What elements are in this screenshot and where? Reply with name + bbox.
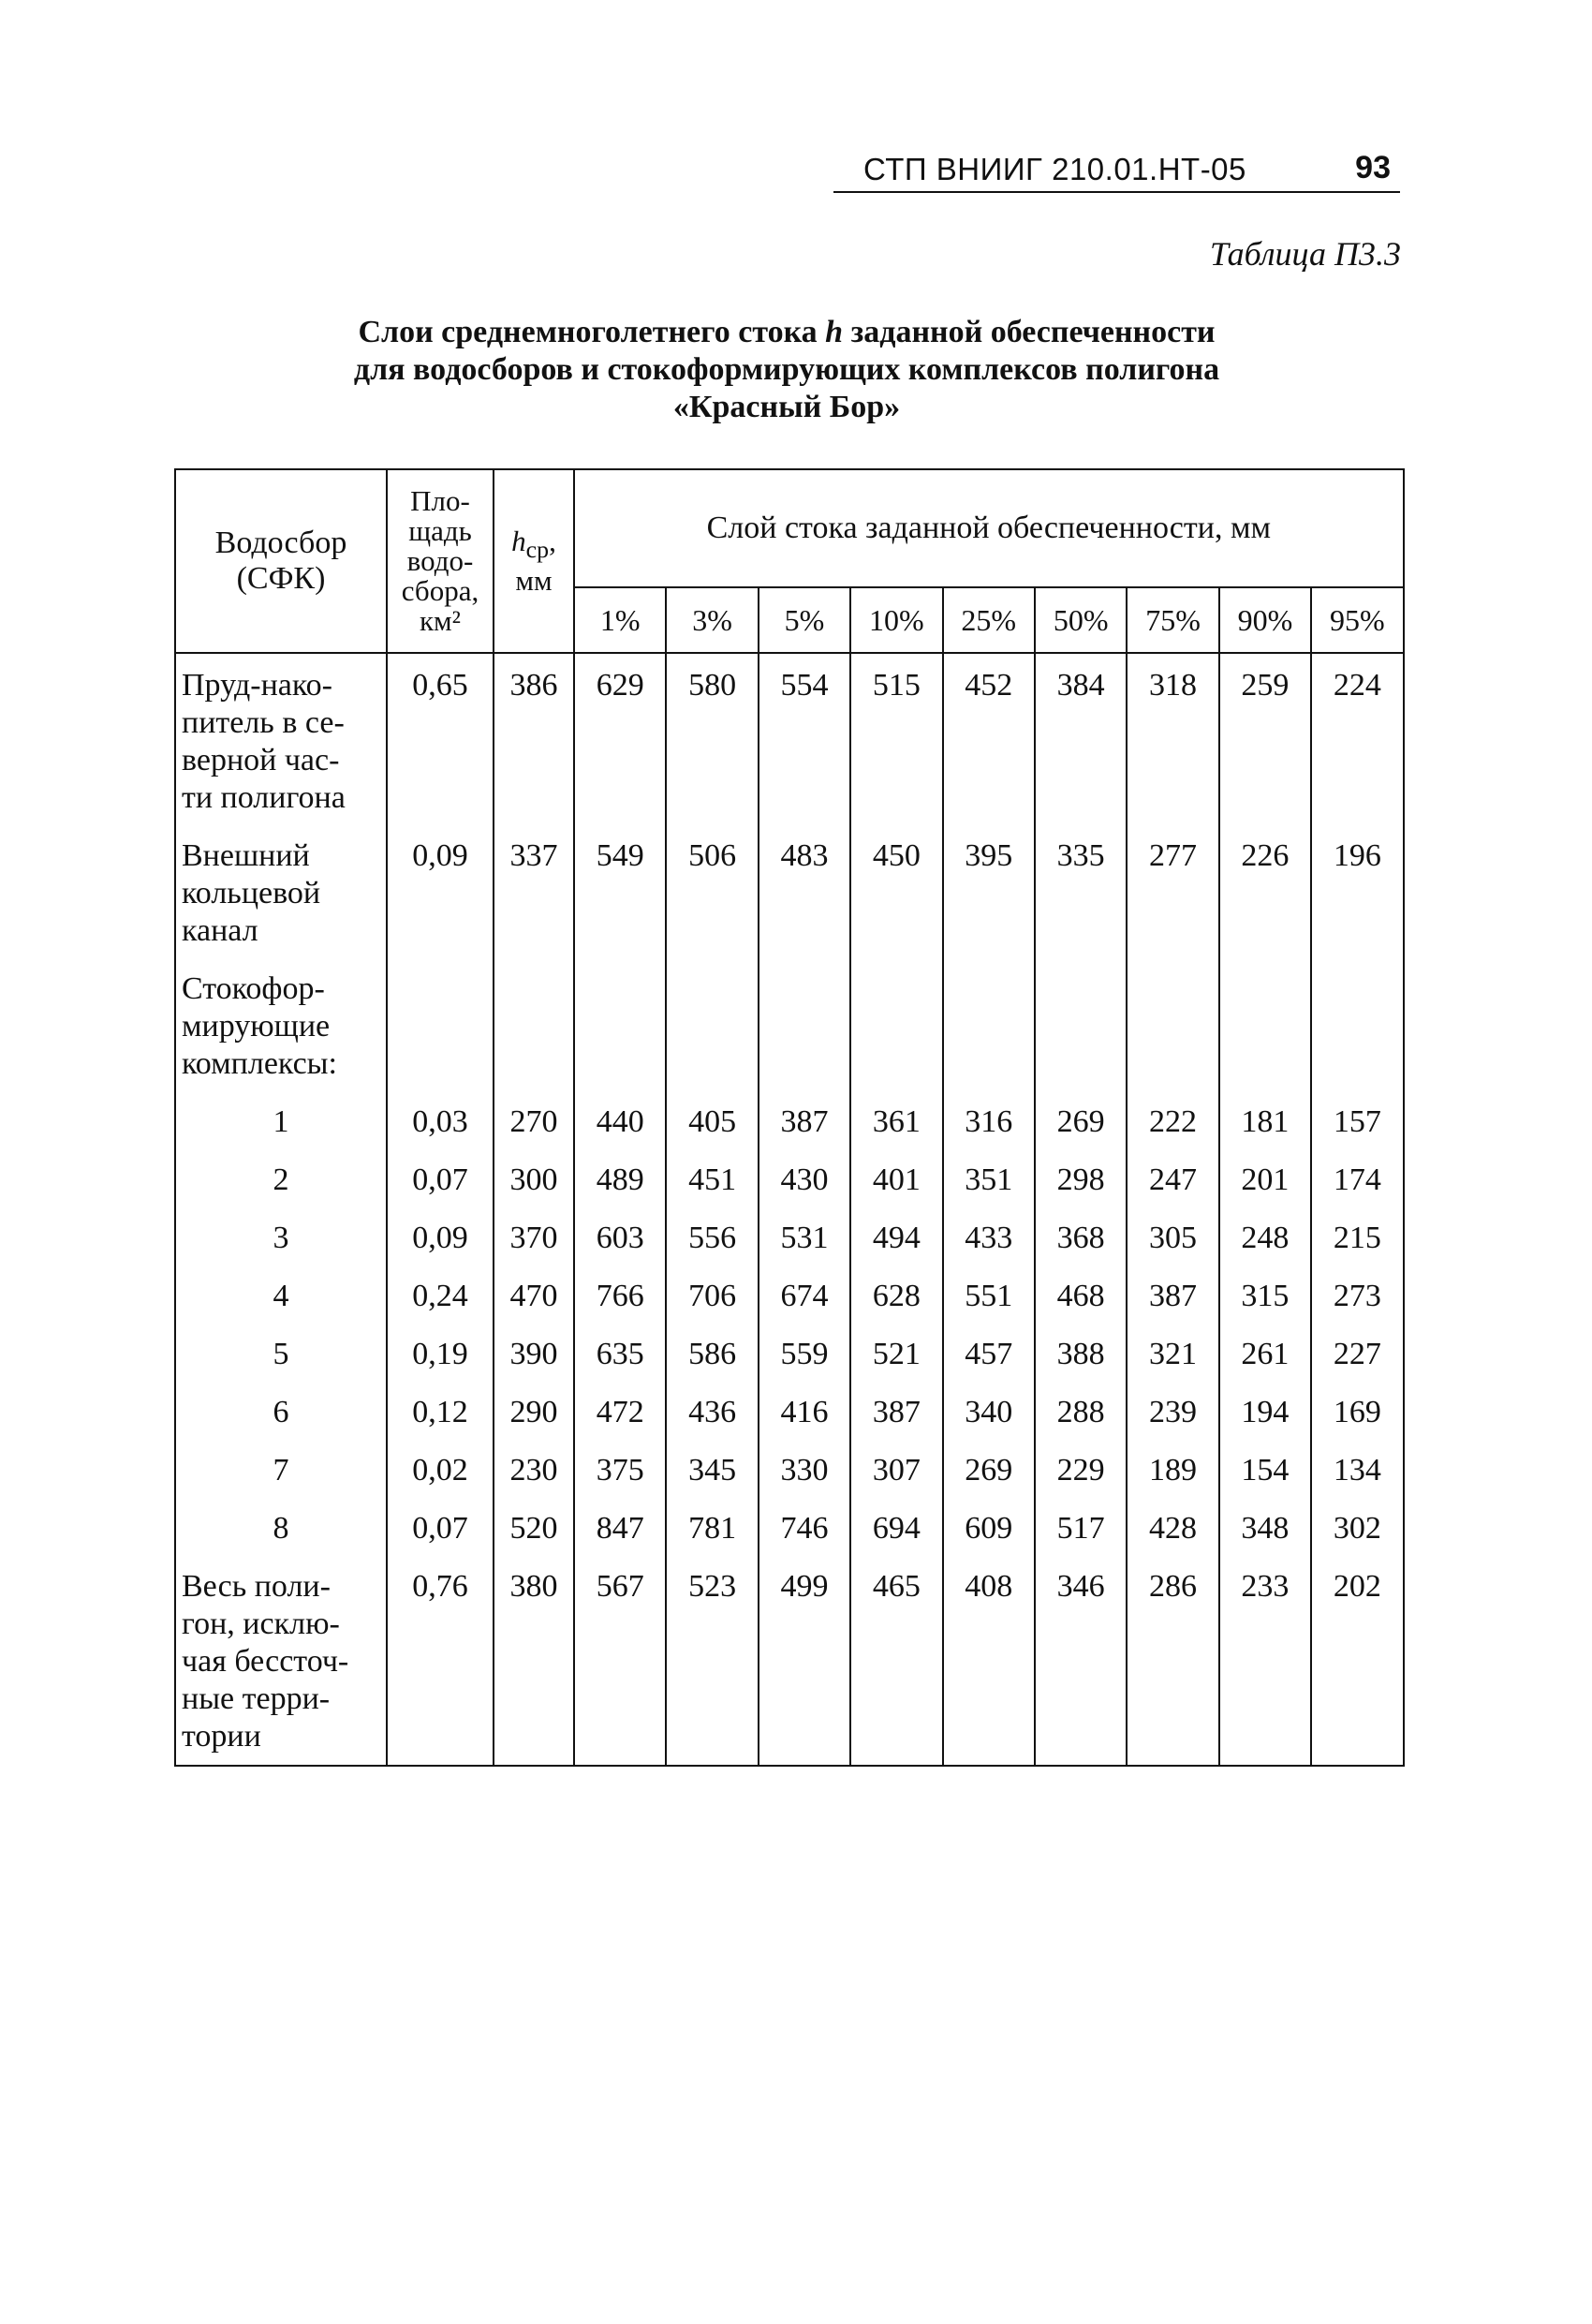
runoff-value-cell: 302	[1311, 1499, 1403, 1557]
area-cell: 0,09	[387, 826, 494, 959]
runoff-value-cell: 517	[1035, 1499, 1127, 1557]
runoff-value-cell: 635	[574, 1325, 666, 1383]
table-title	[215, 314, 1358, 426]
runoff-value-cell: 483	[759, 826, 850, 959]
runoff-value-cell	[666, 959, 758, 1092]
runoff-value-cell: 318	[1127, 653, 1218, 826]
runoff-value-cell: 489	[574, 1150, 666, 1208]
catchment-name-cell	[175, 959, 387, 1092]
mean-runoff-cell: 370	[494, 1208, 574, 1266]
runoff-value-cell: 436	[666, 1383, 758, 1441]
catchment-name-line: канал	[182, 913, 258, 948]
runoff-value-cell: 174	[1311, 1150, 1403, 1208]
runoff-value-cell: 674	[759, 1266, 850, 1325]
runoff-value-cell: 387	[1127, 1266, 1218, 1325]
mean-runoff-cell: 520	[494, 1499, 574, 1557]
table-row	[175, 1499, 1404, 1557]
mean-runoff-cell: 337	[494, 826, 574, 959]
runoff-value-cell: 629	[574, 653, 666, 826]
header-pct-90: 90%	[1219, 587, 1311, 653]
runoff-value-cell: 549	[574, 826, 666, 959]
runoff-value-cell: 706	[666, 1266, 758, 1325]
mean-runoff-cell: 270	[494, 1092, 574, 1150]
runoff-value-cell: 368	[1035, 1208, 1127, 1266]
catchment-name-cell	[175, 1557, 387, 1766]
runoff-value-cell: 408	[943, 1557, 1035, 1766]
runoff-value-cell: 247	[1127, 1150, 1218, 1208]
table-row	[175, 1150, 1404, 1208]
runoff-value-cell: 189	[1127, 1441, 1218, 1499]
runoff-value-cell: 395	[943, 826, 1035, 959]
runoff-value-cell: 286	[1127, 1557, 1218, 1766]
runoff-value-cell: 335	[1035, 826, 1127, 959]
runoff-value-cell	[574, 959, 666, 1092]
runoff-value-cell	[1311, 959, 1403, 1092]
header-area-line-4: сбора,	[401, 574, 479, 607]
catchment-name-line: ти полигона	[182, 780, 346, 815]
runoff-value-cell: 556	[666, 1208, 758, 1266]
catchment-name-cell	[175, 653, 387, 826]
catchment-name-cell	[175, 1499, 387, 1557]
catchment-name-line: мирующие	[182, 1009, 331, 1044]
runoff-value-cell: 269	[943, 1441, 1035, 1499]
runoff-value-cell: 259	[1219, 653, 1311, 826]
standard-code: СТП ВНИИГ 210.01.НТ-05	[863, 152, 1246, 186]
catchment-name-cell	[175, 1441, 387, 1499]
catchment-name-line: чая бессточ-	[182, 1644, 349, 1679]
runoff-value-cell: 305	[1127, 1208, 1218, 1266]
title-line-1-end: заданной обеспеченности	[843, 315, 1216, 349]
header-h-variable: h	[511, 525, 526, 558]
mean-runoff-cell: 380	[494, 1557, 574, 1766]
mean-runoff-cell: 290	[494, 1383, 574, 1441]
runoff-value-cell: 288	[1035, 1383, 1127, 1441]
title-line-1-start: Слои среднемноголетнего стока	[358, 315, 826, 349]
runoff-value-cell: 515	[850, 653, 942, 826]
runoff-value-cell: 428	[1127, 1499, 1218, 1557]
runoff-value-cell: 551	[943, 1266, 1035, 1325]
runoff-value-cell: 227	[1311, 1325, 1403, 1383]
header-area	[387, 469, 494, 653]
table-row	[175, 1557, 1404, 1766]
header-mean-runoff	[494, 469, 574, 653]
runoff-value-cell: 580	[666, 653, 758, 826]
runoff-value-cell	[943, 959, 1035, 1092]
area-cell	[387, 959, 494, 1092]
runoff-value-cell: 307	[850, 1441, 942, 1499]
title-h-variable: h	[825, 315, 844, 349]
table-label: Таблица П3.3	[1209, 235, 1401, 273]
header-h-subscript: ср	[525, 536, 550, 564]
catchment-name-line: гон, исклю-	[182, 1606, 340, 1641]
table-row	[175, 1208, 1404, 1266]
runoff-value-cell: 609	[943, 1499, 1035, 1557]
runoff-value-cell: 239	[1127, 1383, 1218, 1441]
runoff-value-cell: 181	[1219, 1092, 1311, 1150]
runoff-value-cell: 154	[1219, 1441, 1311, 1499]
runoff-value-cell: 315	[1219, 1266, 1311, 1325]
runoff-value-cell: 345	[666, 1441, 758, 1499]
table-row	[175, 653, 1404, 826]
runoff-value-cell: 694	[850, 1499, 942, 1557]
runoff-value-cell: 351	[943, 1150, 1035, 1208]
catchment-name-cell	[175, 1092, 387, 1150]
runoff-value-cell: 196	[1311, 826, 1403, 959]
title-line-1	[215, 314, 1358, 351]
runoff-value-cell: 157	[1311, 1092, 1403, 1150]
table-row	[175, 1383, 1404, 1441]
catchment-name-line: кольцевой	[182, 876, 321, 910]
runoff-value-cell: 201	[1219, 1150, 1311, 1208]
mean-runoff-cell: 386	[494, 653, 574, 826]
runoff-value-cell: 433	[943, 1208, 1035, 1266]
runoff-value-cell: 450	[850, 826, 942, 959]
catchment-name-line: Весь поли-	[182, 1569, 331, 1604]
area-cell: 0,65	[387, 653, 494, 826]
runoff-value-cell: 746	[759, 1499, 850, 1557]
header-pct-50: 50%	[1035, 587, 1127, 653]
table-row	[175, 826, 1404, 959]
runoff-value-cell: 226	[1219, 826, 1311, 959]
runoff-value-cell: 603	[574, 1208, 666, 1266]
header-catchment-line-1: Водосбор	[214, 525, 347, 560]
area-cell: 0,24	[387, 1266, 494, 1325]
catchment-name-line: 7	[273, 1453, 289, 1488]
catchment-name-cell	[175, 1208, 387, 1266]
runoff-value-cell: 499	[759, 1557, 850, 1766]
table-row	[175, 1092, 1404, 1150]
header-area-line-1: Пло-	[410, 484, 470, 517]
runoff-value-cell: 559	[759, 1325, 850, 1383]
runoff-value-cell: 215	[1311, 1208, 1403, 1266]
runoff-value-cell: 387	[850, 1383, 942, 1441]
runoff-value-cell	[1219, 959, 1311, 1092]
header-pct-75: 75%	[1127, 587, 1218, 653]
header-area-line-5: км²	[420, 604, 461, 637]
table-row	[175, 1325, 1404, 1383]
runoff-value-cell: 361	[850, 1092, 942, 1150]
header-pct-5: 5%	[759, 587, 850, 653]
catchment-name-line: 6	[273, 1395, 289, 1429]
runoff-value-cell: 472	[574, 1383, 666, 1441]
catchment-name-cell	[175, 1150, 387, 1208]
area-cell: 0,07	[387, 1499, 494, 1557]
catchment-name-line: 8	[273, 1511, 289, 1546]
catchment-name-line: Внешний	[182, 838, 310, 873]
area-cell: 0,12	[387, 1383, 494, 1441]
catchment-name-cell	[175, 1325, 387, 1383]
runoff-value-cell: 405	[666, 1092, 758, 1150]
catchment-name-cell	[175, 1383, 387, 1441]
catchment-name-line: тории	[182, 1719, 261, 1754]
runoff-value-cell	[850, 959, 942, 1092]
runoff-value-cell	[1127, 959, 1218, 1092]
title-line-2: для водосборов и стокоформирующих комплексов полигона	[353, 352, 1220, 387]
catchment-name-line: 1	[273, 1104, 289, 1139]
catchment-name-line: 5	[273, 1337, 289, 1371]
runoff-value-cell	[1035, 959, 1127, 1092]
runoff-value-cell: 521	[850, 1325, 942, 1383]
runoff-value-cell: 202	[1311, 1557, 1403, 1766]
header-area-line-2: щадь	[408, 514, 472, 547]
header-pct-25: 25%	[943, 587, 1035, 653]
header-pct-1: 1%	[574, 587, 666, 653]
runoff-value-cell	[759, 959, 850, 1092]
area-cell: 0,03	[387, 1092, 494, 1150]
runoff-value-cell: 269	[1035, 1092, 1127, 1150]
runoff-value-cell: 847	[574, 1499, 666, 1557]
runoff-value-cell: 554	[759, 653, 850, 826]
mean-runoff-cell: 230	[494, 1441, 574, 1499]
header-h-unit: , мм	[515, 525, 556, 597]
area-cell: 0,02	[387, 1441, 494, 1499]
runoff-value-cell: 401	[850, 1150, 942, 1208]
table-row	[175, 959, 1404, 1092]
page-number: 93	[1355, 150, 1391, 185]
runoff-value-cell: 468	[1035, 1266, 1127, 1325]
runoff-value-cell: 430	[759, 1150, 850, 1208]
runoff-value-cell: 134	[1311, 1441, 1403, 1499]
runoff-value-cell: 348	[1219, 1499, 1311, 1557]
header-runoff-span: Слой стока заданной обеспеченности, мм	[574, 469, 1404, 587]
catchment-name-line: 2	[273, 1162, 289, 1197]
runoff-value-cell: 440	[574, 1092, 666, 1150]
catchment-name-line: 4	[273, 1279, 289, 1313]
runoff-value-cell: 457	[943, 1325, 1035, 1383]
runoff-value-cell: 506	[666, 826, 758, 959]
table-row	[175, 1266, 1404, 1325]
runoff-value-cell: 194	[1219, 1383, 1311, 1441]
table-header	[175, 469, 1404, 653]
runoff-value-cell: 248	[1219, 1208, 1311, 1266]
runoff-value-cell: 321	[1127, 1325, 1218, 1383]
runoff-value-cell: 222	[1127, 1092, 1218, 1150]
page-header	[833, 152, 1400, 197]
runoff-value-cell: 586	[666, 1325, 758, 1383]
runoff-value-cell: 330	[759, 1441, 850, 1499]
header-catchment	[175, 469, 387, 653]
runoff-value-cell: 523	[666, 1557, 758, 1766]
header-pct-10: 10%	[850, 587, 942, 653]
table-row	[175, 1441, 1404, 1499]
catchment-name-cell	[175, 1266, 387, 1325]
runoff-value-cell: 766	[574, 1266, 666, 1325]
catchment-name-line: Пруд-нако-	[182, 668, 332, 703]
mean-runoff-cell	[494, 959, 574, 1092]
header-area-line-3: водо-	[406, 544, 474, 577]
header-catchment-line-2: (СФК)	[236, 561, 326, 596]
header-rule	[833, 191, 1400, 193]
runoff-value-cell: 224	[1311, 653, 1403, 826]
runoff-value-cell: 388	[1035, 1325, 1127, 1383]
runoff-value-cell: 169	[1311, 1383, 1403, 1441]
runoff-value-cell: 387	[759, 1092, 850, 1150]
runoff-value-cell: 375	[574, 1441, 666, 1499]
mean-runoff-cell: 470	[494, 1266, 574, 1325]
runoff-table	[174, 468, 1405, 1767]
runoff-value-cell: 781	[666, 1499, 758, 1557]
mean-runoff-cell: 300	[494, 1150, 574, 1208]
runoff-value-cell: 465	[850, 1557, 942, 1766]
catchment-name-line: Стокофор-	[182, 971, 325, 1006]
runoff-value-cell: 494	[850, 1208, 942, 1266]
runoff-value-cell: 316	[943, 1092, 1035, 1150]
runoff-value-cell: 261	[1219, 1325, 1311, 1383]
area-cell: 0,07	[387, 1150, 494, 1208]
runoff-value-cell: 273	[1311, 1266, 1403, 1325]
runoff-value-cell: 340	[943, 1383, 1035, 1441]
catchment-name-line: 3	[273, 1221, 289, 1255]
runoff-value-cell: 346	[1035, 1557, 1127, 1766]
title-line-3: «Красный Бор»	[672, 390, 901, 424]
catchment-name-line: ные терри-	[182, 1681, 331, 1716]
runoff-value-cell: 233	[1219, 1557, 1311, 1766]
runoff-value-cell: 628	[850, 1266, 942, 1325]
header-pct-3: 3%	[666, 587, 758, 653]
table-body	[175, 653, 1404, 1766]
area-cell: 0,09	[387, 1208, 494, 1266]
runoff-value-cell: 567	[574, 1557, 666, 1766]
runoff-value-cell: 384	[1035, 653, 1127, 826]
runoff-value-cell: 451	[666, 1150, 758, 1208]
catchment-name-cell	[175, 826, 387, 959]
catchment-name-line: комплексы:	[182, 1046, 337, 1081]
runoff-value-cell: 531	[759, 1208, 850, 1266]
runoff-value-cell: 277	[1127, 826, 1218, 959]
mean-runoff-cell: 390	[494, 1325, 574, 1383]
runoff-value-cell: 298	[1035, 1150, 1127, 1208]
runoff-value-cell: 452	[943, 653, 1035, 826]
catchment-name-line: питель в се-	[182, 705, 345, 740]
area-cell: 0,76	[387, 1557, 494, 1766]
area-cell: 0,19	[387, 1325, 494, 1383]
header-pct-95: 95%	[1311, 587, 1403, 653]
runoff-value-cell: 229	[1035, 1441, 1127, 1499]
catchment-name-line: верной час-	[182, 743, 340, 777]
runoff-value-cell: 416	[759, 1383, 850, 1441]
